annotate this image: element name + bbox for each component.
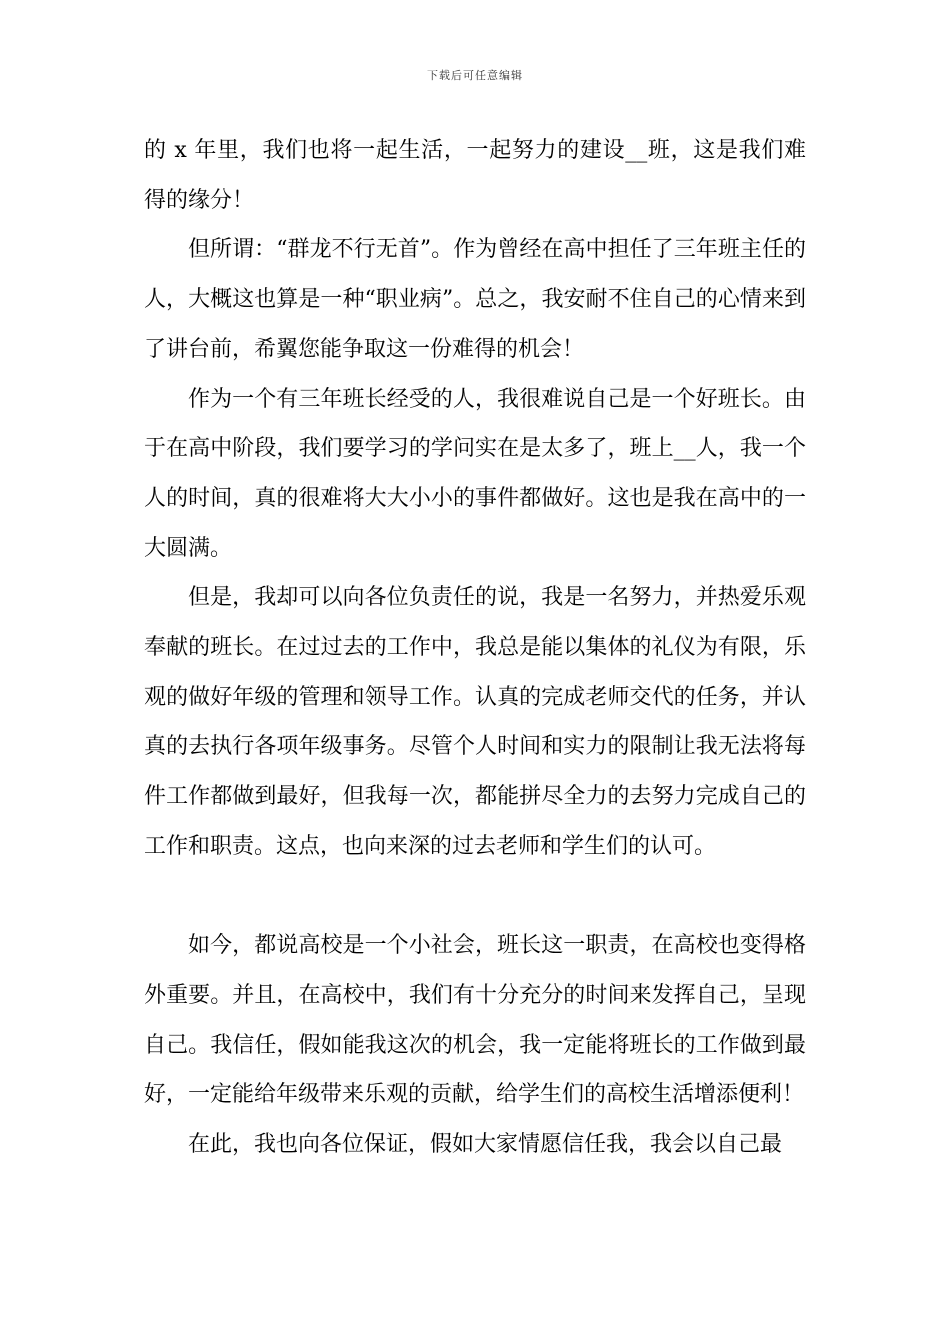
paragraph-1: 的 x 年里，我们也将一起生活，一起努力的建设__班，这是我们难得的缘分！ [144, 138, 806, 213]
paragraph-4: 但是，我却可以向各位负责任的说，我是一名努力，并热爱乐观奉献的班长。在过过去的工作中，我总是能以集体的礼仪为有限，乐观的做好年级的管理和领导工作。认真的完成老师交代的任务，并认真的去执行各项年级事务。尽管个人时间和实力的限制让我无法将每件工作都做到最好，但我每一次，都能拼尽全力的去努力完成自己的工作和职责。这点，也向来深的过去老师和学生们的认可。 [144, 585, 806, 859]
paragraph-5: 如今，都说高校是一个小社会，班长这一职责，在高校也变得格外重要。并且，在高校中，我们有十分充分的时间来发挥自己，呈现自己。我信任，假如能我这次的机会，我一定能将班长的工作做到最好，一定能给年级带来乐观的贡献，给学生们的高校生活增添便利！ [144, 933, 806, 1108]
page-header: 下载后可任意编辑 [427, 69, 523, 82]
paragraph-3: 作为一个有三年班长经受的人，我很难说自己是一个好班长。由于在高中阶段，我们要学习的学问实在是太多了，班上__人，我一个人的时间，真的很难将大大小小的事件都做好。这也是我在高中的一大圆满。 [144, 386, 806, 561]
paragraph-spacer [144, 872, 806, 922]
paragraph-6: 在此，我也向各位保证，假如大家情愿信任我，我会以自己最 [188, 1132, 783, 1158]
document-body [144, 126, 806, 1170]
paragraph-2: 但所谓：“群龙不行无首”。作为曾经在高中担任了三年班主任的人，大概这也算是一种“职业病”。总之，我安耐不住自己的心情来到了讲台前，希翼您能争取这一份难得的机会！ [144, 237, 806, 362]
